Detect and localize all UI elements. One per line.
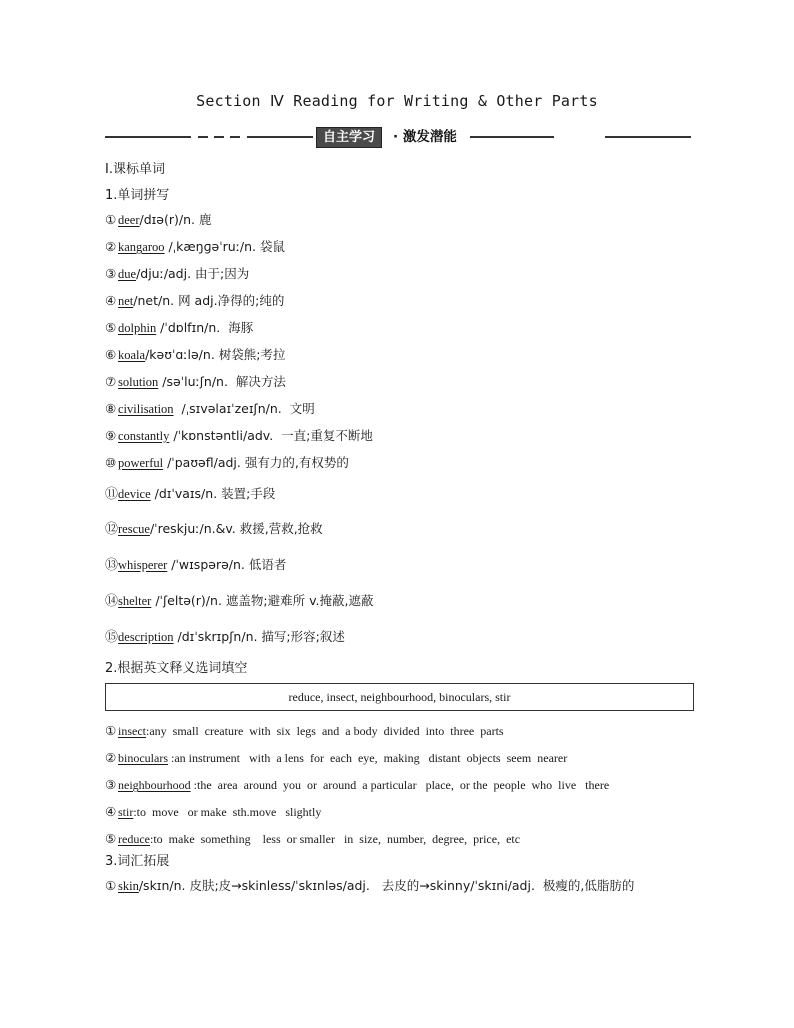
banner-rule-left (105, 136, 191, 138)
answer-word: kangaroo (118, 240, 165, 254)
answer-word: civilisation (118, 402, 174, 416)
answer-word: description (118, 630, 174, 644)
section-heading: Ⅰ.课标单词 (105, 162, 165, 177)
item-number: ⑤ (105, 320, 117, 335)
definition-text: :the area around you or around a particular place, or the people who live there (190, 778, 610, 792)
banner-rule-far-right (605, 136, 691, 138)
definition-list (105, 717, 705, 852)
list-item (105, 511, 705, 547)
definition-text: /ˈʃeltə(r)/n. 遮盖物;避难所 v.掩蔽,遮蔽 (151, 593, 374, 608)
item-number: ⑧ (105, 401, 117, 416)
answer-word: powerful (118, 456, 164, 470)
part2-heading: 2.根据英文释义选词填空 (105, 661, 248, 676)
answer-word: due (118, 267, 137, 281)
list-item (105, 771, 705, 798)
answer-word: whisperer (118, 558, 168, 572)
item-number: ③ (105, 266, 117, 281)
list-item (105, 619, 705, 655)
item-number: ⑫ (105, 522, 119, 537)
item-number: ② (105, 239, 117, 254)
word-spelling-list (105, 206, 705, 655)
answer-word: reduce (118, 832, 150, 846)
item-number: ⑭ (105, 594, 119, 609)
definition-text: /djuː/adj. 由于;因为 (136, 266, 250, 281)
banner-rule-right (470, 136, 554, 138)
item-number: ⑬ (105, 558, 119, 573)
item-number: ⑪ (105, 487, 119, 502)
item-number: ③ (105, 777, 117, 792)
definition-text: /skɪn/n. 皮肤;皮→skinless/ˈskɪnləs/adj. 去皮的→skinny/ˈskɪni/adj. 极瘦的,低脂肪的 (138, 878, 635, 893)
list-item (105, 872, 705, 899)
definition-text: /kəʊˈɑːlə/n. 树袋熊;考拉 (145, 347, 286, 362)
answer-word: net (118, 294, 134, 308)
list-item (105, 547, 705, 583)
banner-dash (214, 136, 224, 138)
answer-word: binoculars (118, 751, 168, 765)
answer-word: neighbourhood (118, 778, 191, 792)
list-item (105, 583, 705, 619)
answer-word: device (118, 487, 151, 501)
definition-text: /ˈreskjuː/n.&v. 救援,营救,抢救 (149, 521, 323, 536)
banner-subtitle: · 激发潜能 (393, 129, 457, 145)
answer-word: insect (118, 724, 146, 738)
section-banner (0, 126, 794, 148)
list-item (105, 314, 705, 341)
item-number: ② (105, 750, 117, 765)
part1-heading: 1.单词拼写 (105, 188, 170, 203)
answer-word: shelter (118, 594, 152, 608)
definition-text: :to make something less or smaller in size, number, degree, price, etc (149, 832, 521, 846)
list-item (105, 717, 705, 744)
banner-badge: 自主学习 (316, 127, 382, 148)
definition-text: :to move or make sth.move slightly (133, 805, 322, 819)
item-number: ④ (105, 804, 117, 819)
list-item (105, 395, 705, 422)
list-item (105, 341, 705, 368)
banner-dash (230, 136, 240, 138)
banner-dash (198, 136, 208, 138)
item-number: ① (105, 723, 117, 738)
page-title: Section Ⅳ Reading for Writing & Other Parts (196, 92, 598, 110)
list-item (105, 825, 705, 852)
answer-word: solution (118, 375, 159, 389)
item-number: ① (105, 212, 117, 227)
item-number: ⑨ (105, 428, 117, 443)
list-item (105, 368, 705, 395)
item-number: ⑩ (105, 455, 117, 470)
answer-word: skin (118, 879, 139, 893)
definition-text: /net/n. 网 adj.净得的;纯的 (133, 293, 285, 308)
list-item (105, 287, 705, 314)
part3-heading: 3.词汇拓展 (105, 854, 170, 869)
answer-word: koala (118, 348, 146, 362)
definition-text: /ˌsɪvəlaɪˈzeɪʃn/n. 文明 (173, 401, 315, 416)
definition-text: /səˈluːʃn/n. 解决方法 (158, 374, 286, 389)
vocab-expansion-list (105, 872, 705, 899)
list-item (105, 476, 705, 511)
item-number: ④ (105, 293, 117, 308)
definition-text: /ˌkæŋɡəˈruː/n. 袋鼠 (164, 239, 285, 254)
item-number: ⑤ (105, 831, 117, 846)
definition-text: /ˈwɪspərə/n. 低语者 (167, 557, 287, 572)
item-number: ⑦ (105, 374, 117, 389)
answer-word: constantly (118, 429, 170, 443)
list-item (105, 260, 705, 287)
banner-rule-mid (247, 136, 313, 138)
item-number: ⑮ (105, 630, 119, 645)
definition-text: /ˈpaʊəfl/adj. 强有力的,有权势的 (163, 455, 349, 470)
item-number: ⑥ (105, 347, 117, 362)
word-bank-box: reduce, insect, neighbourhood, binoculars, stir (105, 683, 694, 711)
definition-text: /dɪˈvaɪs/n. 装置;手段 (150, 486, 276, 501)
list-item (105, 206, 705, 233)
list-item (105, 449, 705, 476)
answer-word: deer (118, 213, 140, 227)
answer-word: stir (118, 805, 134, 819)
definition-text: /dɪˈskrɪpʃn/n. 描写;形容;叙述 (173, 629, 345, 644)
list-item (105, 744, 705, 771)
answer-word: rescue (118, 522, 150, 536)
content (105, 158, 705, 899)
list-item (105, 798, 705, 825)
definition-text: :an instrument with a lens for each eye, making distant objects seem nearer (168, 751, 568, 765)
answer-word: dolphin (118, 321, 157, 335)
definition-text: /dɪə(r)/n. 鹿 (139, 212, 212, 227)
definition-text: /ˈkɒnstəntli/adv. 一直;重复不断地 (169, 428, 373, 443)
definition-text: :any small creature with six legs and a body divided into three parts (146, 724, 504, 738)
item-number: ① (105, 878, 117, 893)
list-item (105, 233, 705, 260)
list-item (105, 422, 705, 449)
definition-text: /ˈdɒlfɪn/n. 海豚 (156, 320, 254, 335)
